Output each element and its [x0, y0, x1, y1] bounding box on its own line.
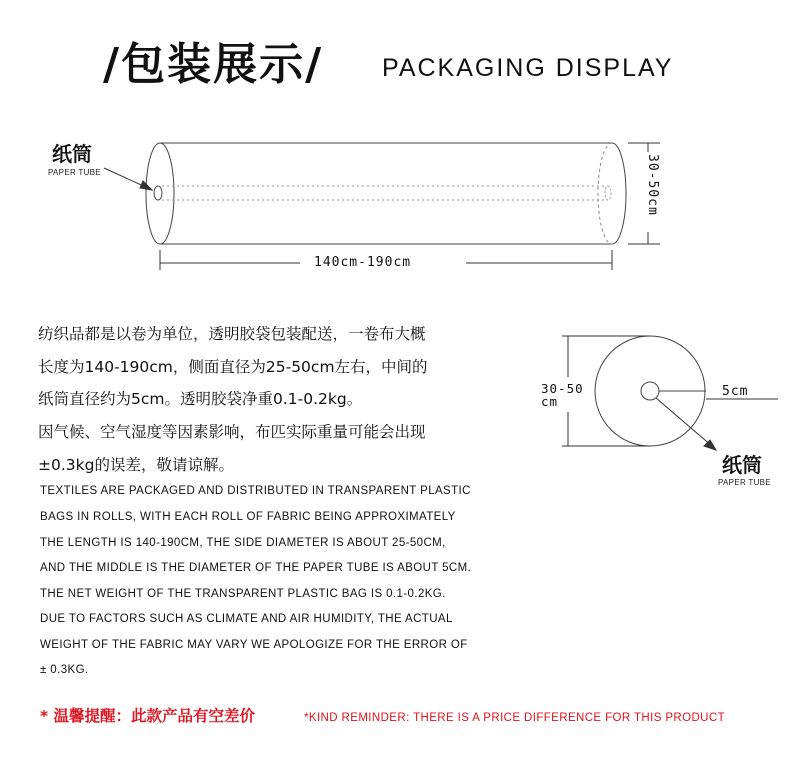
description-cn-line: ±0.3kg的误差，敬请谅解。 — [38, 456, 234, 474]
description-en-line: ± 0.3KG. — [40, 664, 89, 676]
paper-tube-label-cn: 纸筒 — [52, 142, 92, 166]
paper-tube-arrow-icon — [104, 168, 152, 190]
cross-diameter-value: 30-50 — [541, 381, 584, 396]
description-en-line: THE LENGTH IS 140-190CM, THE SIDE DIAMETER IS ABOUT 25-50CM, — [40, 537, 446, 549]
description-en-line: AND THE MIDDLE IS THE DIAMETER OF THE PAPER TUBE IS ABOUT 5CM. — [40, 562, 472, 574]
description-en-line: THE NET WEIGHT OF THE TRANSPARENT PLASTIC BAG IS 0.1-0.2KG. — [40, 588, 446, 600]
description-cn-line: 纺织品都是以卷为单位，透明胶袋包装配送，一卷布大概 — [38, 325, 426, 343]
cross-diameter-label — [541, 382, 584, 408]
cross-paper-tube-label-cn: 纸筒 — [722, 453, 762, 477]
core-diameter-label: 5cm — [722, 384, 749, 399]
fabric-roll-side-view — [146, 143, 626, 244]
cross-paper-tube-label-en: PAPER TUBE — [718, 478, 771, 487]
description-en-line: TEXTILES ARE PACKAGED AND DISTRIBUTED IN TRANSPARENT PLASTIC — [40, 485, 471, 497]
description-cn-line: 长度为140-190cm，侧面直径为25-50cm左右，中间的 — [38, 358, 428, 376]
length-label: 140cm-190cm — [314, 255, 412, 270]
diameter-label: 30-50cm — [645, 154, 660, 216]
description-en-line: DUE TO FACTORS SUCH AS CLIMATE AND AIR HUMIDITY, THE ACTUAL — [40, 613, 453, 625]
fabric-roll-cross-section — [595, 336, 706, 446]
page-title-en: PACKAGING DISPLAY — [382, 54, 674, 82]
description-cn-line: 因气候、空气湿度等因素影响，布匹实际重量可能会出现 — [38, 423, 426, 441]
description-en-line: BAGS IN ROLLS, WITH EACH ROLL OF FABRIC BEING APPROXIMATELY — [40, 511, 456, 523]
description-en-line: WEIGHT OF THE FABRIC MAY VARY WE APOLOGIZE FOR THE ERROR OF — [40, 639, 468, 651]
page-title-cn: /包装展示/ — [103, 39, 324, 90]
cross-diameter-unit: cm — [541, 394, 559, 409]
reminder-cn: * 温馨提醒：此款产品有空差价 — [40, 707, 256, 725]
reminder-en: *KIND REMINDER: THERE IS A PRICE DIFFERENCE FOR THIS PRODUCT — [304, 712, 726, 724]
cross-paper-tube-arrow-icon — [656, 398, 716, 450]
paper-tube-label-en: PAPER TUBE — [48, 168, 101, 177]
description-cn-line: 纸筒直径约为5cm。透明胶袋净重0.1-0.2kg。 — [38, 390, 363, 408]
